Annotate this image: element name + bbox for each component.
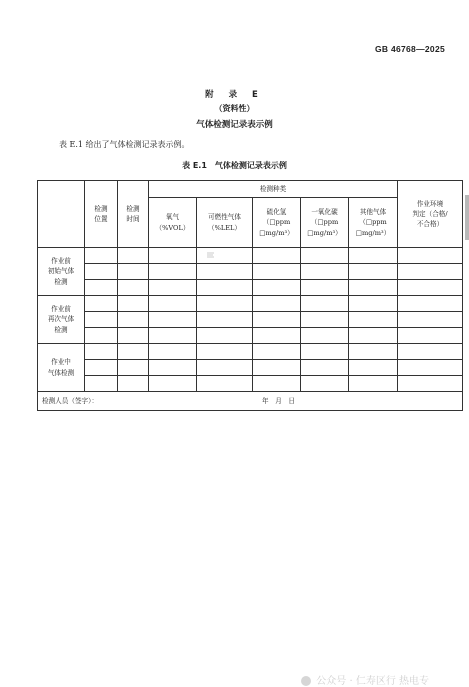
table-cell[interactable] bbox=[398, 312, 463, 328]
annex-title: 附 录 E bbox=[205, 90, 264, 100]
table-cell[interactable] bbox=[398, 296, 463, 312]
table-cell[interactable] bbox=[301, 344, 349, 360]
col-combustible-header: 可燃性气体 （%LEL） bbox=[197, 198, 253, 248]
table-cell[interactable] bbox=[398, 344, 463, 360]
table-cell[interactable] bbox=[253, 360, 301, 376]
table-cell[interactable] bbox=[301, 312, 349, 328]
table-cell[interactable] bbox=[349, 344, 398, 360]
table-cell[interactable] bbox=[301, 296, 349, 312]
table-cell[interactable] bbox=[301, 328, 349, 344]
table-cell[interactable] bbox=[85, 376, 118, 392]
table-row bbox=[38, 344, 463, 360]
table-cell[interactable] bbox=[149, 248, 197, 264]
corner-cell bbox=[38, 181, 85, 248]
col-judgement-header: 作业环境 判定（合格/ 不合格） bbox=[398, 181, 463, 248]
table-cell[interactable] bbox=[301, 376, 349, 392]
table-cell[interactable] bbox=[349, 296, 398, 312]
stray-mark bbox=[207, 252, 215, 258]
table-cell[interactable] bbox=[118, 296, 149, 312]
table-cell[interactable] bbox=[85, 360, 118, 376]
table-cell[interactable] bbox=[149, 296, 197, 312]
table-cell[interactable] bbox=[197, 248, 253, 264]
col-oxygen-header: 氧气 （%VOL） bbox=[149, 198, 197, 248]
table-cell[interactable] bbox=[118, 344, 149, 360]
table-cell[interactable] bbox=[349, 248, 398, 264]
header-row-1 bbox=[38, 181, 463, 198]
table-cell[interactable] bbox=[301, 248, 349, 264]
table-cell[interactable] bbox=[149, 344, 197, 360]
table-cell[interactable] bbox=[149, 360, 197, 376]
table-cell[interactable] bbox=[197, 312, 253, 328]
table-row bbox=[38, 264, 463, 280]
table-row bbox=[38, 328, 463, 344]
table-cell[interactable] bbox=[197, 328, 253, 344]
table-caption: 表 E.1 气体检测记录表示例 bbox=[182, 161, 287, 170]
table-cell[interactable] bbox=[349, 328, 398, 344]
table-cell[interactable] bbox=[149, 328, 197, 344]
table-cell[interactable] bbox=[398, 264, 463, 280]
table-cell[interactable] bbox=[197, 360, 253, 376]
col-location-header: 检测 位置 bbox=[85, 181, 118, 248]
table-cell[interactable] bbox=[149, 264, 197, 280]
table-cell[interactable] bbox=[149, 376, 197, 392]
table-cell[interactable] bbox=[85, 264, 118, 280]
table-cell[interactable] bbox=[253, 376, 301, 392]
table-cell[interactable] bbox=[149, 312, 197, 328]
table-cell[interactable] bbox=[118, 312, 149, 328]
table-row bbox=[38, 376, 463, 392]
table-cell[interactable] bbox=[85, 312, 118, 328]
table-cell[interactable] bbox=[398, 376, 463, 392]
table-cell[interactable] bbox=[197, 264, 253, 280]
table-cell[interactable] bbox=[118, 264, 149, 280]
page-edge-strip bbox=[465, 195, 469, 240]
table-cell[interactable] bbox=[118, 280, 149, 296]
table-cell[interactable] bbox=[85, 344, 118, 360]
table-cell[interactable] bbox=[301, 264, 349, 280]
table-cell[interactable] bbox=[349, 376, 398, 392]
col-h2s-header: 硫化氢 （□ppm □mg/m³） bbox=[253, 198, 301, 248]
table-cell[interactable] bbox=[197, 344, 253, 360]
annex-subject: 气体检测记录表示例 bbox=[196, 120, 273, 130]
table-cell[interactable] bbox=[349, 280, 398, 296]
table-row bbox=[38, 360, 463, 376]
table-cell[interactable] bbox=[398, 328, 463, 344]
annex-nature: （资料性） bbox=[214, 104, 255, 113]
table-cell[interactable] bbox=[253, 264, 301, 280]
table-cell[interactable] bbox=[118, 328, 149, 344]
table-cell[interactable] bbox=[85, 328, 118, 344]
group-initial-label: 作业前 初始气体 检测 bbox=[38, 248, 85, 296]
table-cell[interactable] bbox=[85, 296, 118, 312]
table-cell[interactable] bbox=[118, 360, 149, 376]
intro-paragraph: 表 E.1 给出了气体检测记录表示例。 bbox=[59, 140, 190, 149]
table-cell[interactable] bbox=[197, 280, 253, 296]
table-row bbox=[38, 248, 463, 264]
gas-types-header: 检测种类 bbox=[149, 181, 398, 198]
table-cell[interactable] bbox=[253, 296, 301, 312]
col-co-header: 一氧化碳 （□ppm □mg/m³） bbox=[301, 198, 349, 248]
table-cell[interactable] bbox=[85, 280, 118, 296]
table-row bbox=[38, 280, 463, 296]
col-time-header: 检测 时间 bbox=[118, 181, 149, 248]
table-cell[interactable] bbox=[253, 312, 301, 328]
col-other-header: 其他气体 （□ppm □mg/m³） bbox=[349, 198, 398, 248]
table-cell[interactable] bbox=[349, 264, 398, 280]
table-cell[interactable] bbox=[398, 248, 463, 264]
signature-date: 年 月 日 bbox=[262, 396, 296, 405]
gas-record-table bbox=[37, 180, 463, 411]
standard-code: GB 46768—2025 bbox=[374, 44, 445, 54]
table-cell[interactable] bbox=[253, 328, 301, 344]
table-cell[interactable] bbox=[197, 296, 253, 312]
table-cell[interactable] bbox=[301, 360, 349, 376]
signature-cell[interactable] bbox=[38, 392, 463, 411]
table-cell[interactable] bbox=[301, 280, 349, 296]
table-cell[interactable] bbox=[253, 344, 301, 360]
table-cell[interactable] bbox=[85, 248, 118, 264]
table-cell[interactable] bbox=[118, 248, 149, 264]
group-again-label: 作业前 再次气体 检测 bbox=[38, 296, 85, 344]
group-during-label: 作业中 气体检测 bbox=[38, 344, 85, 392]
table-cell[interactable] bbox=[349, 312, 398, 328]
table-cell[interactable] bbox=[253, 280, 301, 296]
gas-record-table-wrapper bbox=[37, 180, 462, 411]
watermark-text: 公众号 · 仁寿区行 热电专 bbox=[316, 676, 429, 687]
table-cell[interactable] bbox=[398, 280, 463, 296]
table-cell[interactable] bbox=[197, 376, 253, 392]
table-cell[interactable] bbox=[398, 360, 463, 376]
signature-row bbox=[38, 392, 463, 411]
table-row bbox=[38, 296, 463, 312]
table-cell[interactable] bbox=[349, 360, 398, 376]
table-cell[interactable] bbox=[118, 376, 149, 392]
table-cell[interactable] bbox=[253, 248, 301, 264]
table-cell[interactable] bbox=[149, 280, 197, 296]
signature-label: 检测人员（签字）： bbox=[42, 396, 99, 405]
table-row bbox=[38, 312, 463, 328]
